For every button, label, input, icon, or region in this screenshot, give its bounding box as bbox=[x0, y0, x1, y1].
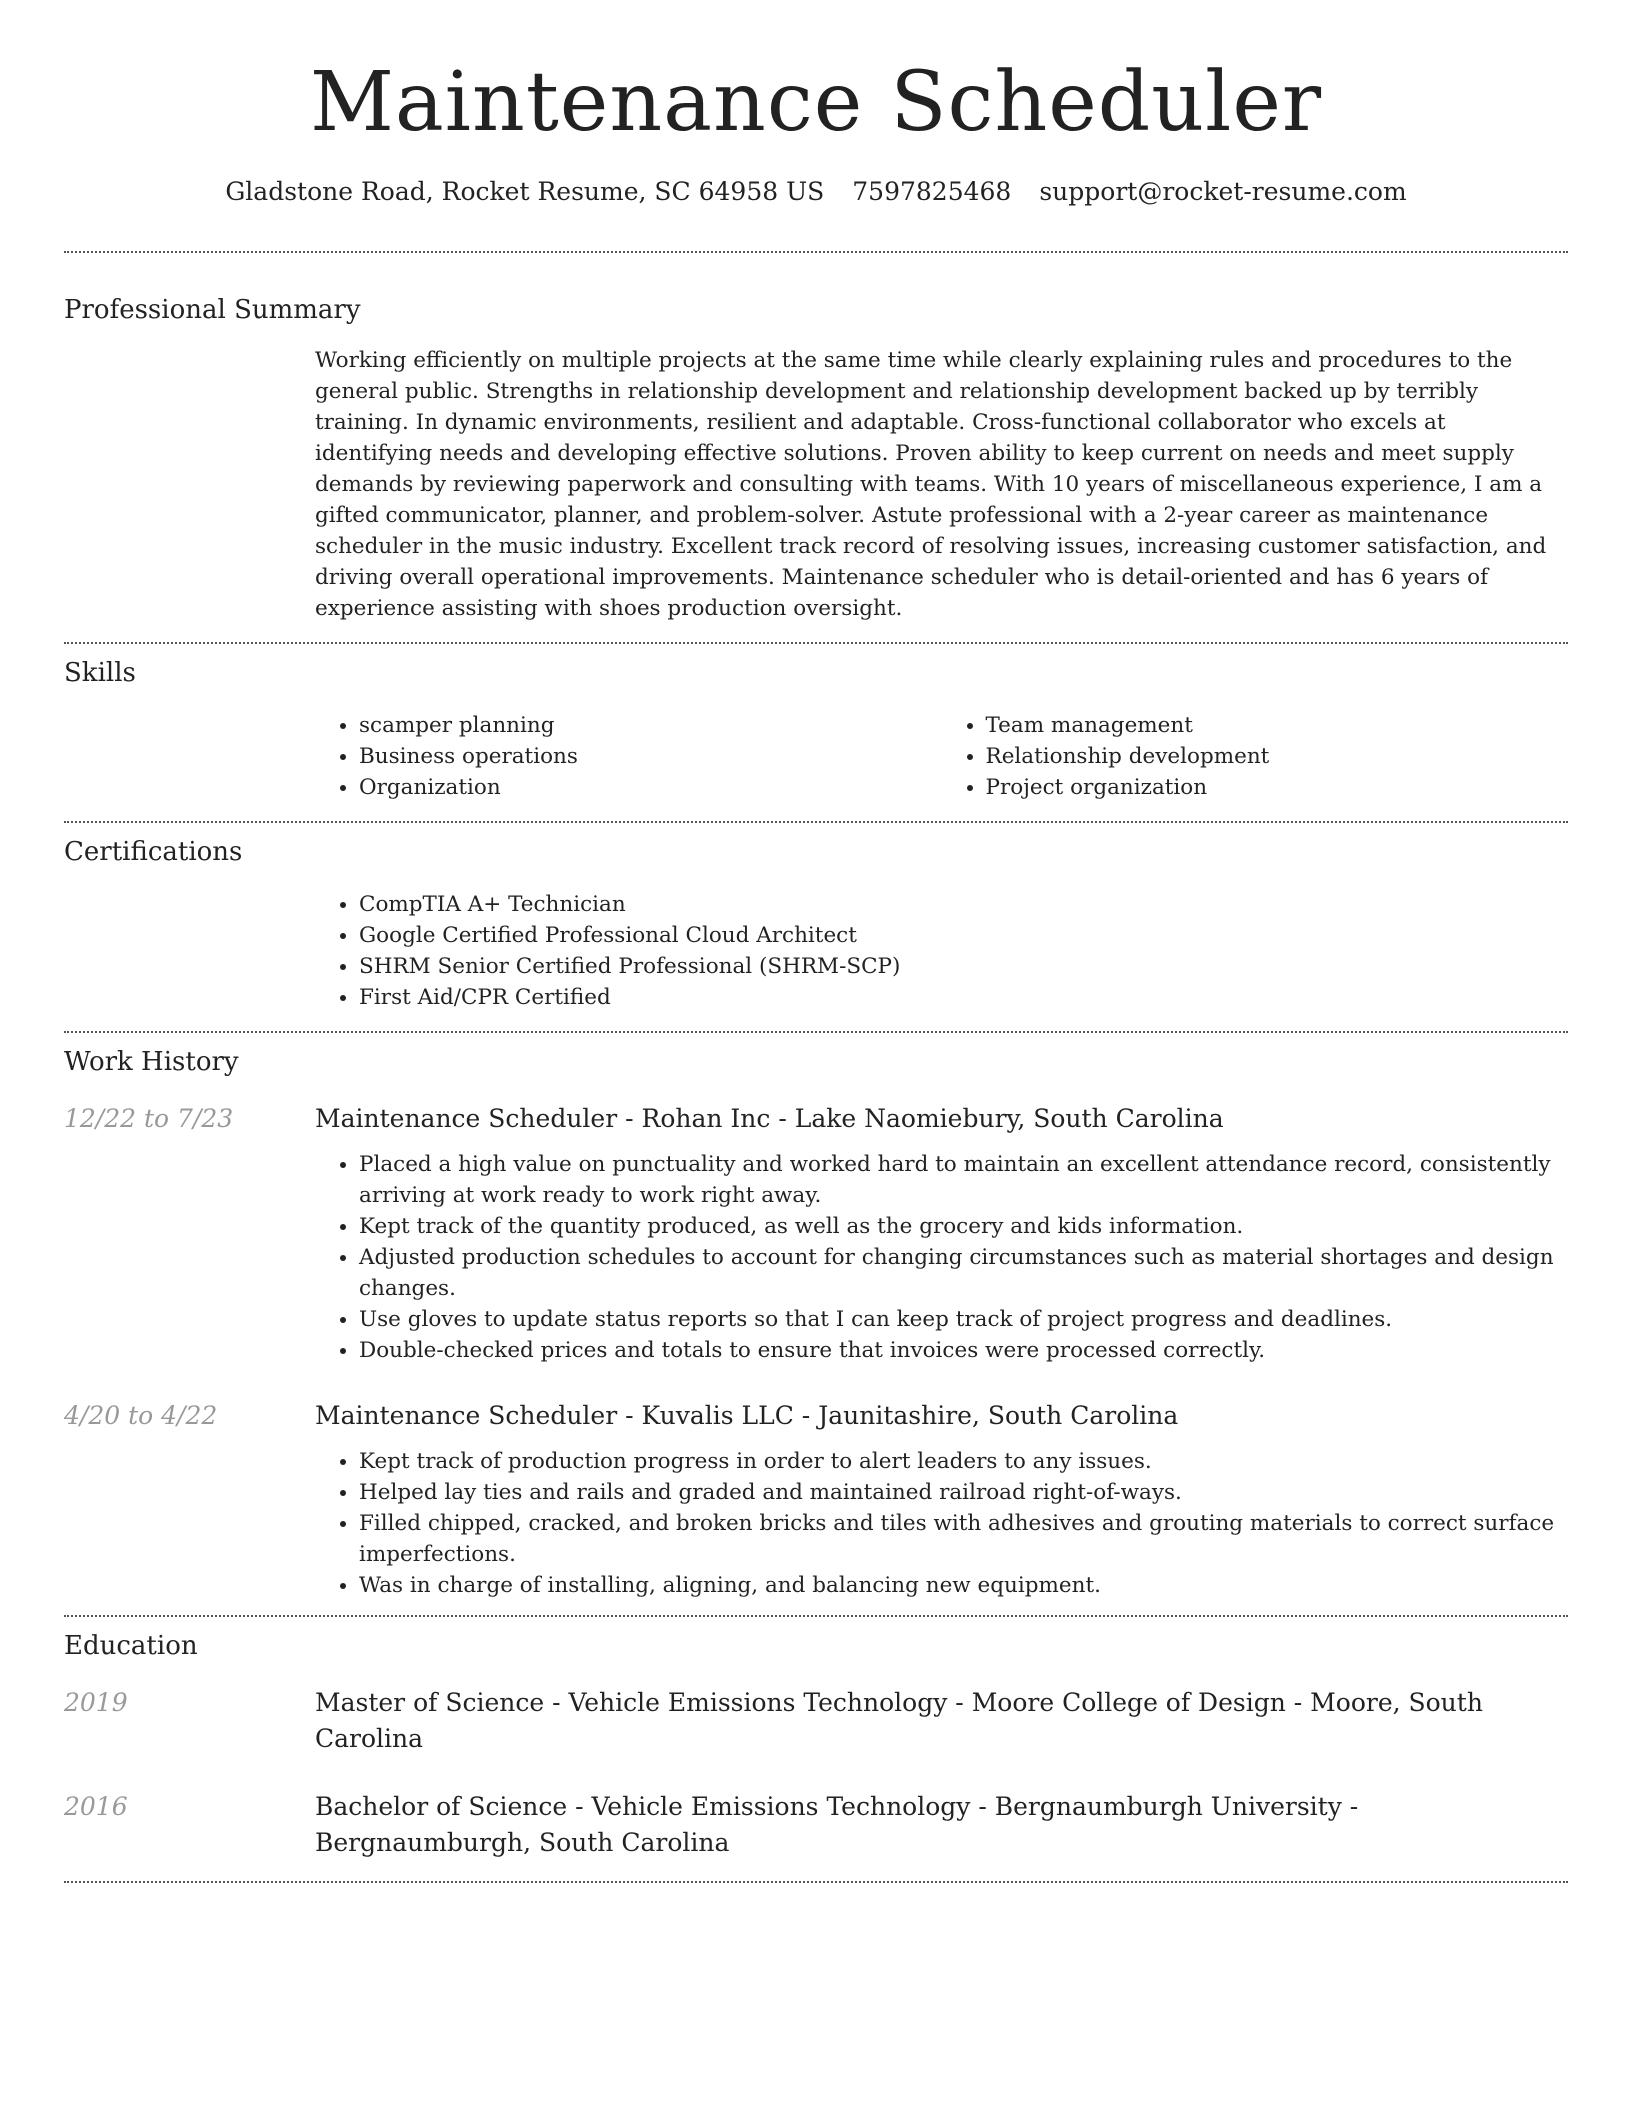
skill-item: • Project organization bbox=[986, 772, 1569, 803]
education-heading: Bachelor of Science - Vehicle Emissions Technology - Bergnaumburgh University - Bergnaumburgh, South Carolina bbox=[315, 1792, 1359, 1857]
education-entry bbox=[64, 1789, 1568, 1861]
job-bullet: • Kept track of the quantity produced, as well as the grocery and kids information. bbox=[359, 1211, 1568, 1242]
job-bullets bbox=[315, 1446, 1568, 1601]
contact-line bbox=[64, 172, 1568, 212]
skills-section bbox=[64, 656, 1568, 803]
education-section bbox=[64, 1629, 1568, 1861]
certification-item: • SHRM Senior Certified Professional (SHRM-SCP) bbox=[359, 951, 1568, 982]
skills-list-right bbox=[942, 710, 1569, 803]
skills-list-left bbox=[315, 710, 942, 803]
summary-section bbox=[64, 293, 1568, 624]
job-dates: 12/22 to 7/23 bbox=[64, 1104, 234, 1133]
contact-phone: 7597825468 bbox=[852, 177, 1012, 206]
skill-item: • Relationship development bbox=[986, 741, 1569, 772]
certification-item: • First Aid/CPR Certified bbox=[359, 982, 1568, 1013]
education-year: 2019 bbox=[64, 1688, 128, 1717]
job-bullet: • Placed a high value on punctuality and worked hard to maintain an excellent attendance record, consistently arriving at work ready to work right away. bbox=[359, 1149, 1568, 1211]
section-title-summary: Professional Summary bbox=[64, 295, 361, 325]
certifications-section bbox=[64, 835, 1568, 1013]
divider bbox=[64, 1615, 1568, 1617]
job-bullet: • Adjusted production schedules to account for changing circumstances such as material shortages and design changes. bbox=[359, 1242, 1568, 1304]
job-heading: Maintenance Scheduler - Kuvalis LLC - Jaunitashire, South Carolina bbox=[315, 1401, 1179, 1430]
certification-item: • Google Certified Professional Cloud Architect bbox=[359, 920, 1568, 951]
job-entry bbox=[64, 1101, 1568, 1366]
job-bullet: • Was in charge of installing, aligning, and balancing new equipment. bbox=[359, 1570, 1568, 1601]
divider bbox=[64, 642, 1568, 644]
contact-address: Gladstone Road, Rocket Resume, SC 64958 US bbox=[225, 177, 825, 206]
education-entry bbox=[64, 1685, 1568, 1757]
skill-item: • Organization bbox=[359, 772, 942, 803]
job-bullet: • Kept track of production progress in order to alert leaders to any issues. bbox=[359, 1446, 1568, 1477]
education-year: 2016 bbox=[64, 1792, 128, 1821]
certification-item: • CompTIA A+ Technician bbox=[359, 889, 1568, 920]
job-bullet: • Filled chipped, cracked, and broken bricks and tiles with adhesives and grouting materials to correct surface imperfections. bbox=[359, 1508, 1568, 1570]
work-history-section bbox=[64, 1045, 1568, 1601]
job-bullet: • Double-checked prices and totals to ensure that invoices were processed correctly. bbox=[359, 1335, 1568, 1366]
job-bullet: • Helped lay ties and rails and graded and maintained railroad right-of-ways. bbox=[359, 1477, 1568, 1508]
section-title-certifications: Certifications bbox=[64, 837, 243, 867]
job-heading: Maintenance Scheduler - Rohan Inc - Lake Naomiebury, South Carolina bbox=[315, 1104, 1224, 1133]
candidate-name: Maintenance Scheduler bbox=[309, 55, 1323, 150]
job-dates: 4/20 to 4/22 bbox=[64, 1401, 218, 1430]
skill-item: • Team management bbox=[986, 710, 1569, 741]
summary-text: Working efficiently on multiple projects at the same time while clearly explaining rules and procedures to the general public. Strengths in relationship development and relationship development backed up by terribly training. In dynamic environments, resilient and adaptable. Cross-functional collaborator who excels at identifying needs and developing effective solutions. Proven ability to keep current on needs and meet supply demands by reviewing paperwork and consulting with teams. With 10 years of miscellaneous experience, I am a gifted communicator, planner, and problem-solver. Astute professional with a 2-year career as maintenance scheduler in the music industry. Excellent track record of resolving issues, increasing customer satisfaction, and driving overall operational improvements. Maintenance scheduler who is detail-oriented and has 6 years of experience assisting with shoes production oversight. bbox=[315, 348, 1547, 621]
certifications-list bbox=[315, 889, 1568, 1013]
job-entry bbox=[64, 1398, 1568, 1601]
divider bbox=[64, 1031, 1568, 1033]
job-bullet: • Use gloves to update status reports so that I can keep track of project progress and deadlines. bbox=[359, 1304, 1568, 1335]
divider bbox=[64, 821, 1568, 823]
education-heading: Master of Science - Vehicle Emissions Technology - Moore College of Design - Moore, South Carolina bbox=[315, 1688, 1483, 1753]
section-title-skills: Skills bbox=[64, 658, 136, 688]
job-bullets bbox=[315, 1149, 1568, 1366]
skill-item: • scamper planning bbox=[359, 710, 942, 741]
section-title-work-history: Work History bbox=[64, 1047, 239, 1077]
divider bbox=[64, 251, 1568, 253]
contact-email: support@rocket-resume.com bbox=[1039, 177, 1407, 206]
section-title-education: Education bbox=[64, 1631, 198, 1661]
skill-item: • Business operations bbox=[359, 741, 942, 772]
divider bbox=[64, 1881, 1568, 1883]
resume-page bbox=[64, 0, 1568, 1883]
